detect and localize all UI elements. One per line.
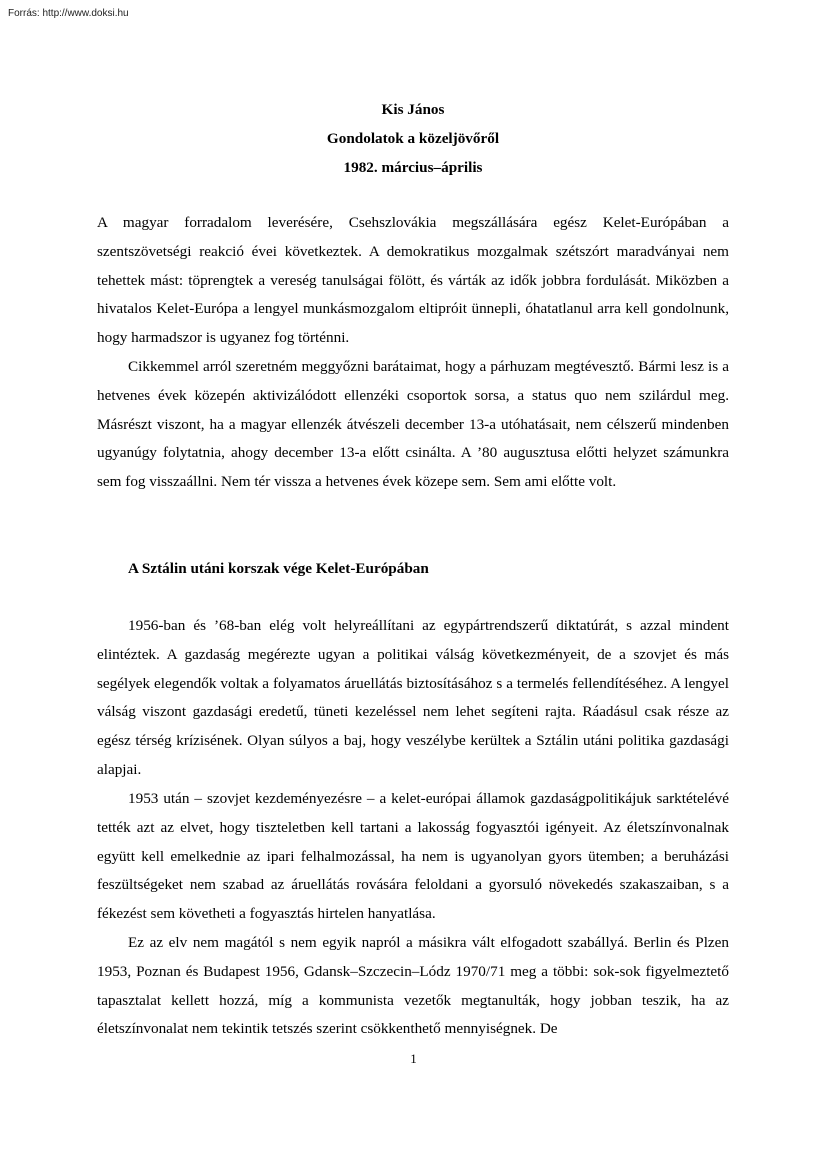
paragraph-3: 1956-ban és ’68-ban elég volt helyreállítani az egypártrendszerű diktatúrát, s azzal mindent elintéztek. A gazdaság megérezte ugyan a politikai válság következményeit, de a szovjet és más segélyek elegendők voltak a folyamatos áruellátás biztosításához s a termelés fellendítéséhez. A lengyel válság viszont gazdasági eredetű, tüneti kezeléssel nem lehet segíteni rajta. Ráadásul csak része az egész térség krízisének. Olyan súlyos a baj, hogy veszélybe kerültek a Sztálin utáni politika gazdasági alapjai.: [97, 617, 729, 778]
page-number: 1: [410, 1051, 417, 1066]
document-header: [97, 99, 729, 186]
source-label: Forrás: http://www.doksi.hu: [8, 8, 129, 19]
paragraph-5: Ez az elv nem magától s nem egyik napról a másikra vált elfogadott szabállyá. Berlin és Plzen 1953, Poznan és Budapest 1956, Gdansk–Szczecin–Lódz 1970/71 meg a többi: sok-sok figyelmeztető tapasztalat kellett hozzá, míg a kommunista vezetők megtanulták, hogy jobban teszik, ha az életszínvonalat nem tekintik tetszés szerint csökkenthető mennyiségnek. De: [97, 934, 729, 1038]
paragraph-1: A magyar forradalom leverésére, Csehszlovákia megszállására egész Kelet-Európában a szentszövetségi reakció évei következtek. A demokratikus mozgalmak szétszórt maradványai nem tehettek mást: töprengtek a vereség tanulságai fölött, és várták az idők jobbra fordulását. Miközben a hivatalos Kelet-Európa a lengyel munkásmozgalom eltipróit ünnepli, óhatatlanul arra kell gondolnunk, hogy harmadszor is ugyanez fog történni.: [97, 214, 729, 347]
document-date: 1982. március–április: [343, 159, 483, 176]
document-title: Gondolatok a közeljövőről: [326, 130, 500, 147]
author: Kis János: [381, 101, 445, 118]
paragraph-4: 1953 után – szovjet kezdeményezésre – a kelet-európai államok gazdaságpolitikájuk sarktételévé tették azt az elvet, hogy tiszteletben kell tartani a lakosság fogyasztói igényeit. Az életszínvonalnak együtt kell emelkednie az ipari felhalmozással, ha nem is ugyanolyan gyors ütemben; a beruházási feszültségeket nem szabad az áruellátás rovására feloldani a gyorsuló növekedés szakaszaiban, s a fékezést sem követheti a fogyasztás hirtelen hanyatlása.: [97, 790, 729, 923]
paragraph-2: Cikkemmel arról szeretném meggyőzni barátaimat, hogy a párhuzam megtévesztő. Bármi lesz is a hetvenes évek közepén aktivizálódott ellenzéki csoportok sorsa, a status quo nem szilárdul meg. Másrészt viszont, ha a magyar ellenzék átvészeli december 13-a utóhatásait, nem célszerű mindenben ugyanúgy folytatnia, ahogy december 13-a előtt csinálta. A ’80 augusztusa előtti helyzet számunkra sem fog visszaállni. Nem tér vissza a hetvenes évek közepe sem. Sem ami előtte volt.: [97, 358, 729, 491]
section-heading: A Sztálin utáni korszak vége Kelet-Európában: [128, 560, 429, 577]
